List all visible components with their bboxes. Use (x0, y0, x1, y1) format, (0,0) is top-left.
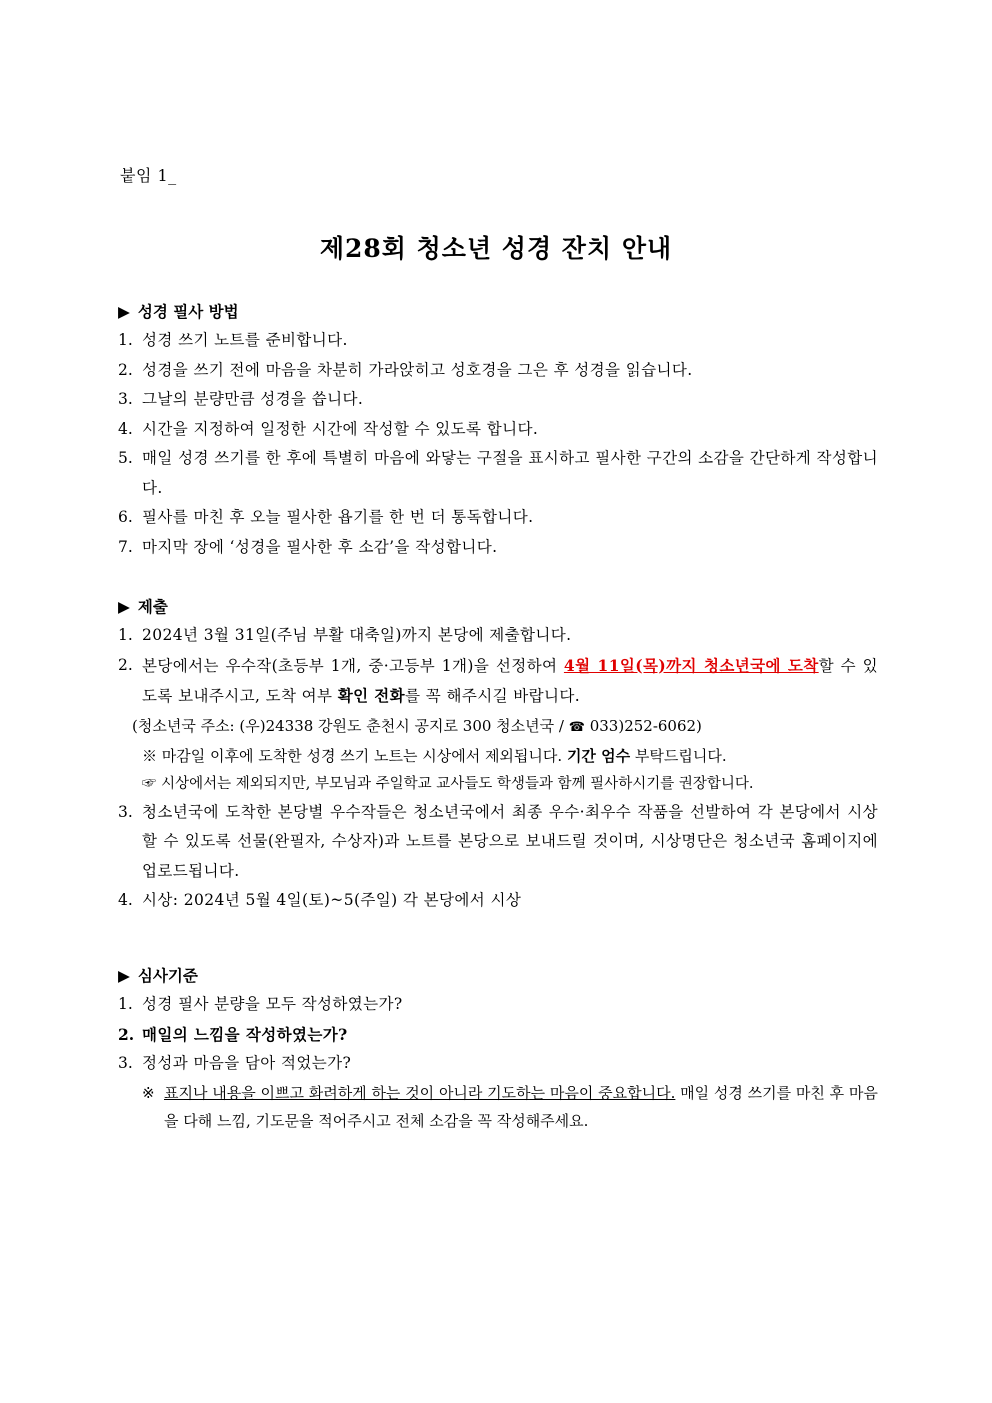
list-item (118, 415, 878, 445)
item-text: 성경 필사 분량을 모두 작성하였는가? (142, 995, 403, 1013)
item-text: 시간을 지정하여 일정한 시간에 작성할 수 있도록 합니다. (142, 419, 539, 438)
list-item (118, 990, 878, 1020)
reference-mark: ※ (142, 1083, 155, 1102)
item-text (142, 651, 878, 712)
list-item (118, 651, 878, 712)
section-submission (118, 592, 878, 916)
item-text: 청소년국에 도착한 본당별 우수작들은 청소년국에서 최종 우수·최우수 작품을 선발하여 각 본당에서 시상할 수 있도록 선물(완필자, 수상자)과 노트를 본당으로 보내드릴 것이며, 시상명단은 청소년국 홈페이지에 업로드됩니다. (142, 802, 878, 880)
list-item (118, 1049, 878, 1079)
confirm-call-emphasis: 확인 전화 (337, 686, 406, 705)
item-text-part: 할 수 있도록 보내주시고, 도착 여부 (142, 656, 878, 705)
section-heading (118, 961, 878, 990)
page-title: 제28회 청소년 성경 잔치 안내 (319, 234, 673, 263)
underlined-emphasis: 표지나 내용을 이쁘고 화려하게 하는 것이 아니라 기도하는 마음이 중요합니다. (164, 1083, 676, 1102)
item-text: 필사를 마친 후 오늘 필사한 욥기를 한 번 더 통독합니다. (142, 508, 534, 526)
item-number: 1. (118, 995, 133, 1013)
item-text: 그날의 분량만큼 성경을 씁니다. (142, 390, 364, 408)
address-line (118, 712, 878, 742)
note-text (164, 1079, 878, 1135)
item-number: 3. (118, 390, 133, 408)
list-item (118, 886, 878, 916)
section-heading (118, 592, 878, 621)
item-text-part: 를 꼭 해주시길 바랍니다. (405, 687, 581, 705)
item-text: 매일의 느낌을 작성하였는가? (142, 1024, 348, 1044)
item-number: 2. (118, 1024, 135, 1044)
list-item (118, 503, 878, 533)
item-number: 3. (118, 802, 133, 821)
section-judging-criteria (118, 961, 878, 1135)
item-number: 2. (118, 360, 133, 379)
note-text: ※ 마감일 이후에 도착한 성경 쓰기 노트는 시상에서 제외됩니다. (142, 746, 567, 765)
item-text: 매일 성경 쓰기를 한 후에 특별히 마음에 와닿는 구절을 표시하고 필사한 구간의 소감을 간단하게 작성합니다. (142, 449, 878, 497)
judging-note (118, 1079, 878, 1135)
item-text: 2024년 3월 31일(주님 부활 대축일)까지 본당에 제출합니다. (142, 626, 572, 644)
address-text: (청소년국 주소: (우)24338 강원도 춘천시 공지로 300 청소년국 / (132, 716, 569, 735)
list-item (118, 385, 878, 415)
note-text: 부탁드립니다. (630, 746, 727, 765)
item-number: 3. (118, 1054, 133, 1072)
deadline-highlight: 4월 11일(목)까지 청소년국에 도착 (563, 655, 819, 675)
phone-number: 033)252-6062) (584, 716, 702, 735)
triangle-right-icon: ▶ (118, 302, 130, 321)
section-heading (118, 297, 878, 326)
deadline-emphasis: 기간 엄수 (566, 746, 631, 765)
item-number: 1. (118, 331, 133, 349)
phone-icon: ☎ (568, 719, 585, 735)
item-number: 2. (118, 655, 133, 674)
section-copy-method (118, 297, 878, 562)
item-number: 4. (118, 419, 133, 438)
list-item (118, 621, 878, 651)
deadline-note (118, 742, 878, 770)
triangle-right-icon: ▶ (118, 597, 130, 616)
item-text: 정성과 마음을 담아 적었는가? (142, 1054, 352, 1072)
item-text: 성경을 쓰기 전에 마음을 차분히 가라앉히고 성호경을 그은 후 성경을 읽습니다. (142, 360, 693, 379)
triangle-right-icon: ▶ (118, 966, 130, 985)
item-text-part: 본당에서는 우수작(초등부 1개, 중·고등부 1개)을 선정하여 (142, 656, 564, 675)
list-item (118, 1020, 878, 1050)
item-number: 5. (118, 449, 133, 467)
note-text-rest: 매일 성경 쓰기를 마친 후 마음을 다해 느낌, 기도문을 적어주시고 전체 소감을 꼭 작성해주세요. (164, 1083, 878, 1130)
section-heading-text: 심사기준 (137, 966, 198, 985)
item-number: 6. (118, 508, 133, 526)
item-text: 마지막 장에 ‘성경을 필사한 후 소감’을 작성합니다. (142, 537, 498, 556)
item-text: 성경 쓰기 노트를 준비합니다. (142, 331, 348, 349)
list-item (118, 356, 878, 386)
section-heading-text: 성경 필사 방법 (137, 302, 239, 321)
copy-method-list (118, 326, 878, 562)
item-number: 1. (118, 626, 133, 644)
attachment-label: 붙임 1_ (120, 166, 177, 185)
list-item (118, 798, 878, 887)
recommendation-note: ☞ 시상에서는 제외되지만, 부모님과 주일학교 교사들도 학생들과 함께 필사하시기를 권장합니다. (142, 775, 754, 792)
list-item (118, 326, 878, 356)
list-item (118, 533, 878, 563)
item-text: 시상: 2024년 5월 4일(토)~5(주일) 각 본당에서 시상 (142, 891, 522, 909)
list-item (118, 444, 878, 503)
section-heading-text: 제출 (137, 597, 168, 616)
item-number: 7. (118, 537, 133, 556)
item-number: 4. (118, 891, 133, 909)
